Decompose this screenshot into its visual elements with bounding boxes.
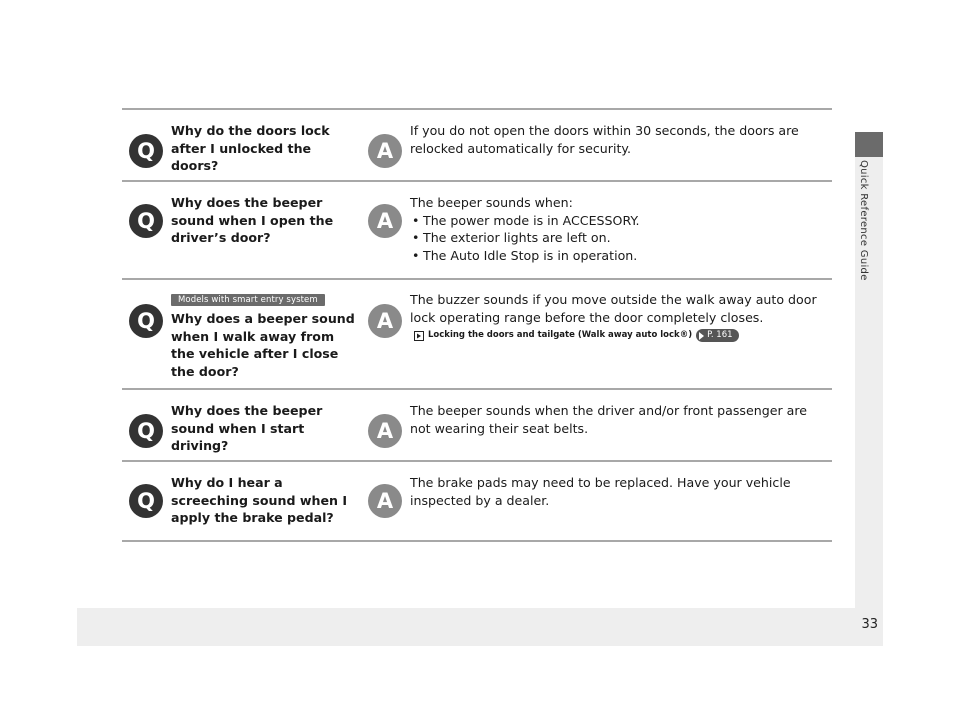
answer-bullet: • The exterior lights are left on. xyxy=(410,229,830,247)
qa-row xyxy=(122,108,832,182)
answer-text: The buzzer sounds if you move outside the walk away auto door lock operating range before the door completely closes. xyxy=(410,292,817,325)
a-badge-icon xyxy=(366,202,404,240)
sidebar-section-label: Quick Reference Guide xyxy=(858,160,869,281)
answer-text: The beeper sounds when the driver and/or front passenger are not wearing their seat belts. xyxy=(410,403,808,436)
answer-intro: The beeper sounds when: xyxy=(410,195,573,210)
xref-arrow-icon xyxy=(414,331,424,341)
a-badge-icon xyxy=(366,412,404,450)
a-badge-icon xyxy=(366,132,404,170)
a-badge-icon xyxy=(366,482,404,520)
q-badge-icon xyxy=(127,302,165,340)
qa-row xyxy=(122,388,832,462)
q-badge-icon xyxy=(127,412,165,450)
answer-text: The brake pads may need to be replaced. Have your vehicle inspected by a dealer. xyxy=(410,475,791,508)
answer-bullet: • The power mode is in ACCESSORY. xyxy=(410,212,830,230)
footer-band xyxy=(77,608,883,646)
a-badge-letter: A xyxy=(376,489,394,513)
a-badge-letter: A xyxy=(376,309,394,333)
page-number: 33 xyxy=(861,617,878,632)
q-badge-letter: Q xyxy=(137,489,155,513)
question-text: Why does the beeper sound when I start driving? xyxy=(171,403,323,453)
q-badge-letter: Q xyxy=(137,139,155,163)
question-text: Why does a beeper sound when I walk away from the vehicle after I close the door? xyxy=(171,311,355,379)
answer-block xyxy=(410,291,830,345)
a-badge-icon xyxy=(366,302,404,340)
question-text: Why do the doors lock after I unlocked the doors? xyxy=(171,123,330,173)
a-badge-letter: A xyxy=(376,139,394,163)
a-badge-letter: A xyxy=(376,209,394,233)
page-ref-label: P. 161 xyxy=(707,330,733,340)
q-badge-icon xyxy=(127,482,165,520)
cross-reference-link[interactable] xyxy=(410,327,830,345)
a-badge-letter: A xyxy=(376,419,394,443)
question-text: Why does the beeper sound when I open the driver’s door? xyxy=(171,195,334,245)
question-text: Why do I hear a screeching sound when I apply the brake pedal? xyxy=(171,475,348,525)
page-ref-button[interactable] xyxy=(696,329,738,342)
qa-row xyxy=(122,460,832,542)
answer-bullet-list xyxy=(410,212,830,265)
q-badge-icon xyxy=(127,132,165,170)
q-badge-letter: Q xyxy=(137,419,155,443)
qa-row xyxy=(122,180,832,280)
q-badge-letter: Q xyxy=(137,309,155,333)
q-badge-icon xyxy=(127,202,165,240)
answer-block xyxy=(410,194,830,264)
question-block xyxy=(171,289,361,380)
answer-bullet: • The Auto Idle Stop is in operation. xyxy=(410,247,830,265)
q-badge-letter: Q xyxy=(137,209,155,233)
qa-row xyxy=(122,278,832,390)
section-tab[interactable] xyxy=(855,132,883,157)
xref-text: Locking the doors and tailgate (Walk away auto lock®) xyxy=(428,330,693,340)
page-ref-arrow-icon xyxy=(699,332,704,340)
answer-text: If you do not open the doors within 30 seconds, the doors are relocked automatically for security. xyxy=(410,123,799,156)
model-tag-badge: Models with smart entry system xyxy=(171,294,325,306)
